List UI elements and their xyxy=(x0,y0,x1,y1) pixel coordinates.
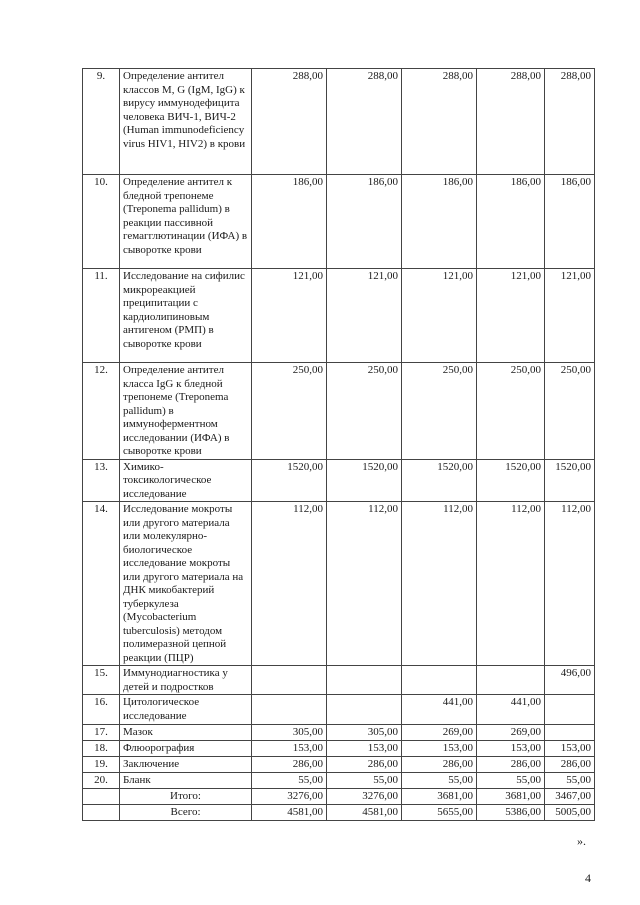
price-cell: 121,00 xyxy=(252,269,327,363)
price-table-body xyxy=(83,69,595,821)
table-row xyxy=(83,666,595,695)
closing-quote: ». xyxy=(577,834,586,848)
total-value: 5655,00 xyxy=(402,805,477,821)
service-name: Исследование на сифилис микрореакцией преципитации с кардиолипиновым антигеном (РМП) в сыворотке крови xyxy=(120,269,252,363)
price-cell: 186,00 xyxy=(252,175,327,269)
total-value: 4581,00 xyxy=(327,805,402,821)
price-cell: 286,00 xyxy=(477,757,545,773)
price-cell xyxy=(402,666,477,695)
row-number: 18. xyxy=(83,741,120,757)
price-cell: 55,00 xyxy=(545,773,595,789)
price-cell: 112,00 xyxy=(477,502,545,666)
price-cell: 121,00 xyxy=(477,269,545,363)
table-row xyxy=(83,363,595,460)
row-number: 12. xyxy=(83,363,120,460)
table-row xyxy=(83,69,595,175)
price-cell: 305,00 xyxy=(327,725,402,741)
price-cell: 269,00 xyxy=(402,725,477,741)
price-cell: 186,00 xyxy=(402,175,477,269)
price-cell: 250,00 xyxy=(252,363,327,460)
total-value: 5386,00 xyxy=(477,805,545,821)
row-number: 13. xyxy=(83,459,120,502)
page-number: 4 xyxy=(585,871,591,885)
row-number: 10. xyxy=(83,175,120,269)
price-cell: 286,00 xyxy=(252,757,327,773)
service-name: Мазок xyxy=(120,725,252,741)
price-cell: 1520,00 xyxy=(402,459,477,502)
total-value: 3276,00 xyxy=(327,789,402,805)
price-table xyxy=(82,68,595,821)
price-cell: 250,00 xyxy=(545,363,595,460)
price-cell: 121,00 xyxy=(402,269,477,363)
price-cell: 112,00 xyxy=(545,502,595,666)
price-cell: 55,00 xyxy=(477,773,545,789)
table-row xyxy=(83,269,595,363)
price-cell: 153,00 xyxy=(477,741,545,757)
table-row xyxy=(83,695,595,725)
table-row xyxy=(83,175,595,269)
price-cell xyxy=(477,666,545,695)
price-cell: 1520,00 xyxy=(545,459,595,502)
price-cell: 153,00 xyxy=(252,741,327,757)
price-cell: 288,00 xyxy=(477,69,545,175)
price-cell: 121,00 xyxy=(327,269,402,363)
empty-cell xyxy=(83,789,120,805)
price-cell: 1520,00 xyxy=(477,459,545,502)
row-number: 9. xyxy=(83,69,120,175)
service-name: Исследование мокроты или другого материала или молекулярно-биологическое исследование мокроты или другого материала на ДНК микобактерий туберкулеза (Mycobacterium tuberculosis) методом полимеразной цепной реакции (ПЦР) xyxy=(120,502,252,666)
total-value: 3276,00 xyxy=(252,789,327,805)
price-cell: 286,00 xyxy=(327,757,402,773)
service-name: Заключение xyxy=(120,757,252,773)
price-cell xyxy=(545,695,595,725)
price-cell xyxy=(252,695,327,725)
row-number: 16. xyxy=(83,695,120,725)
service-name: Иммунодиагностика у детей и подростков xyxy=(120,666,252,695)
price-cell: 186,00 xyxy=(477,175,545,269)
price-cell: 112,00 xyxy=(252,502,327,666)
price-cell: 269,00 xyxy=(477,725,545,741)
price-cell: 305,00 xyxy=(252,725,327,741)
price-cell: 288,00 xyxy=(402,69,477,175)
price-cell xyxy=(545,725,595,741)
price-cell xyxy=(327,695,402,725)
price-cell: 1520,00 xyxy=(327,459,402,502)
service-name: Определение антител к бледной трепонеме (Treponema pallidum) в реакции пассивной гемагглютинации (ИФА) в сыворотке крови xyxy=(120,175,252,269)
price-cell: 496,00 xyxy=(545,666,595,695)
table-row xyxy=(83,773,595,789)
price-cell: 250,00 xyxy=(327,363,402,460)
price-cell xyxy=(252,666,327,695)
price-cell: 55,00 xyxy=(327,773,402,789)
service-name: Флюорография xyxy=(120,741,252,757)
table-row xyxy=(83,502,595,666)
price-cell: 288,00 xyxy=(327,69,402,175)
total-row xyxy=(83,805,595,821)
total-label: Всего: xyxy=(120,805,252,821)
table-row xyxy=(83,459,595,502)
service-name: Химико-токсикологическое исследование xyxy=(120,459,252,502)
total-value: 3681,00 xyxy=(477,789,545,805)
row-number: 11. xyxy=(83,269,120,363)
total-value: 3467,00 xyxy=(545,789,595,805)
total-label: Итого: xyxy=(120,789,252,805)
price-cell: 288,00 xyxy=(252,69,327,175)
row-number: 19. xyxy=(83,757,120,773)
price-cell: 153,00 xyxy=(327,741,402,757)
price-cell: 288,00 xyxy=(545,69,595,175)
price-cell: 186,00 xyxy=(545,175,595,269)
price-cell xyxy=(327,666,402,695)
table-row xyxy=(83,741,595,757)
service-name: Цитологическое исследование xyxy=(120,695,252,725)
table-row xyxy=(83,725,595,741)
service-name: Бланк xyxy=(120,773,252,789)
price-cell: 1520,00 xyxy=(252,459,327,502)
empty-cell xyxy=(83,805,120,821)
price-cell: 186,00 xyxy=(327,175,402,269)
row-number: 17. xyxy=(83,725,120,741)
row-number: 20. xyxy=(83,773,120,789)
total-value: 4581,00 xyxy=(252,805,327,821)
price-cell: 286,00 xyxy=(402,757,477,773)
service-name: Определение антител класса IgG к бледной трепонеме (Treponema pallidum) в иммуноферментном исследовании (ИФА) в сыворотке крови xyxy=(120,363,252,460)
price-cell: 441,00 xyxy=(402,695,477,725)
price-cell: 55,00 xyxy=(402,773,477,789)
service-name: Определение антител классов M, G (IgM, IgG) к вирусу иммунодефицита человека ВИЧ-1, ВИЧ-2 (Human immunodeficiency virus HIV1, HIV2) в крови xyxy=(120,69,252,175)
price-cell: 153,00 xyxy=(402,741,477,757)
price-cell: 250,00 xyxy=(477,363,545,460)
price-cell: 286,00 xyxy=(545,757,595,773)
price-cell: 153,00 xyxy=(545,741,595,757)
total-value: 5005,00 xyxy=(545,805,595,821)
row-number: 15. xyxy=(83,666,120,695)
price-cell: 112,00 xyxy=(402,502,477,666)
total-value: 3681,00 xyxy=(402,789,477,805)
price-cell: 112,00 xyxy=(327,502,402,666)
price-cell: 441,00 xyxy=(477,695,545,725)
price-cell: 121,00 xyxy=(545,269,595,363)
table-row xyxy=(83,757,595,773)
total-row xyxy=(83,789,595,805)
price-cell: 55,00 xyxy=(252,773,327,789)
row-number: 14. xyxy=(83,502,120,666)
price-cell: 250,00 xyxy=(402,363,477,460)
